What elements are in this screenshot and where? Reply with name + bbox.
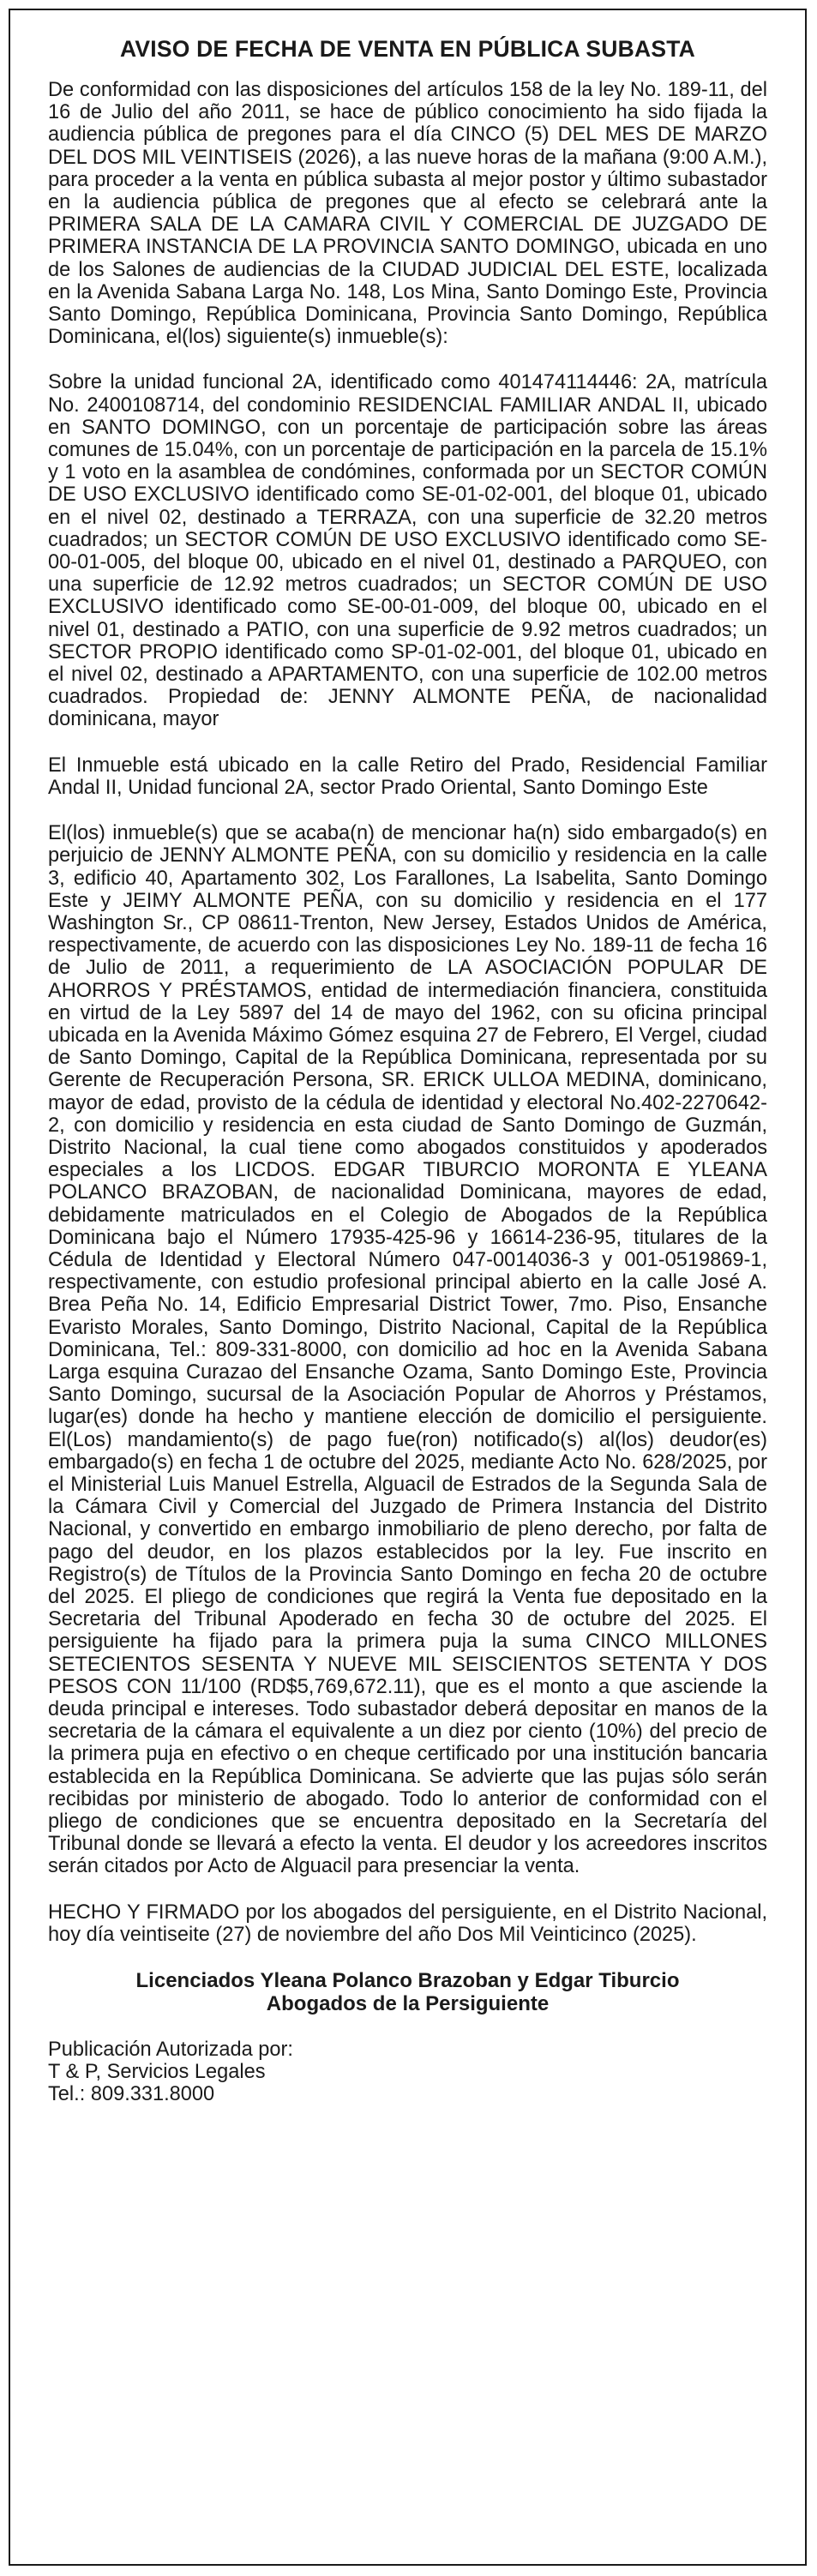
paragraph-seizure-details: El(los) inmueble(s) que se acaba(n) de mencionar ha(n) sido embargado(s) en perjuicio de JENNY ALMONTE PEÑA, con su domicilio y residencia en la calle 3, edificio 40, Apartamento 302, Los Farallones, La Isabelita, Santo Domingo Este y JEIMY ALMONTE PEÑA, con su domicilio y residencia en el 177 Washington Sr., CP 08611-Trenton, New Jersey, Estados Unidos de América, respectivamente, de acuerdo con las disposiciones Ley No. 189-11 de fecha 16 de Julio de 2011, a requerimiento de LA ASOCIACIÓN POPULAR DE AHORROS Y PRÉSTAMOS, entidad de intermediación financiera, constituida en virtud de la Ley 5897 del 14 de mayo del 1962, con su oficina principal ubicada en la Avenida Máximo Gómez esquina 27 de Febrero, El Vergel, ciudad de Santo Domingo, Capital de la República Dominicana, representada por su Gerente de Recuperación Persona, SR. ERICK ULLOA MEDINA, dominicano, mayor de edad, provisto de la cédula de identidad y electoral No.402-2270642-2, con domicilio y residencia en esta ciudad de Santo Domingo de Guzmán, Distrito Nacional, la cual tiene como abogados constituidos y apoderados especiales a los LICDOS. EDGAR TIBURCIO MORONTA E YLEANA POLANCO BRAZOBAN, de nacionalidad Dominicana, mayores de edad, debidamente matriculados en el Colegio de Abogados de la República Dominicana bajo el Número 17935-425-96 y 16614-236-95, titulares de la Cédula de Identidad y Electoral Número 047-0014036-3 y 001-0519869-1, respectivamente, con estudio profesional principal abierto en la calle José A. Brea Peña No. 14, Edificio Empresarial District Tower, 7mo. Piso, Ensanche Evaristo Morales, Santo Domingo, Distrito Nacional, Capital de la República Dominicana, Tel.: 809-331-8000, con domicilio ad hoc en la Avenida Sabana Larga esquina Curazao del Ensanche Ozama, Santo Domingo Este, Provincia Santo Domingo, sucursal de la Asociación Popular de Ahorros y Préstamos, lugar(es) donde ha hecho y mantiene elección de domicilio el persiguiente. El(Los) mandamiento(s) de pago fue(ron) notificado(s) al(los) deudor(es) embargado(s) en fecha 1 de octubre del 2025, mediante Acto No. 628/2025, por el Ministerial Luis Manuel Estrella, Alguacil de Estrados de la Segunda Sala de la Cámara Civil y Comercial del Juzgado de Primera Instancia del Distrito Nacional, y convertido en embargo inmobiliario de pleno derecho, por falta de pago del deudor, en los plazos establecidos por la ley. Fue inscrito en Registro(s) de Títulos de la Provincia Santo Domingo en fecha 20 de octubre del 2025. El pliego de condiciones que regirá la Venta fue depositado en la Secretaria del Tribunal Apoderado en fecha 30 de octubre del 2025. El persiguiente ha fijado para la primera puja la suma CINCO MILLONES SETECIENTOS SESENTA Y NUEVE MIL SEISCIENTOS SETENTA Y DOS PESOS CON 11/100 (RD$5,769,672.11), que es el monto a que asciende la deuda principal e intereses. Todo subastador deberá depositar en manos de la secretaria de la cámara el equivalente a un diez por ciento (10%) del precio de la primera puja en efectivo o en cheque certificado por una institución bancaria establecida en la República Dominicana. Se advierte que las pujas sólo serán recibidas por ministerio de abogado. Todo lo anterior de conformidad con el pliego de condiciones que se encuentra depositado en la Secretaría del Tribunal donde se llevará a efecto la venta. El deudor y los acreedores inscritos serán citados por Acto de Alguacil para presenciar la venta. [48, 822, 767, 1878]
attorneys-signature-block [48, 1969, 767, 2015]
notice-title: AVISO DE FECHA DE VENTA EN PÚBLICA SUBASTA [120, 36, 695, 62]
footer-phone: Tel.: 809.331.8000 [48, 2083, 215, 2106]
attorneys-names: Licenciados Yleana Polanco Brazoban y Edgar Tiburcio [135, 1969, 680, 1993]
paragraph-property-description: Sobre la unidad funcional 2A, identificado como 401474114446: 2A, matrícula No. 2400108714, del condominio RESIDENCIAL FAMILIAR ANDAL II, ubicado en SANTO DOMINGO, con un porcentaje de participación sobre las áreas comunes de 15.04%, con un porcentaje de participación en la parcela de 15.1% y 1 voto en la asamblea de condómines, conformada por un SECTOR COMÚN DE USO EXCLUSIVO identificado como SE-01-02-001, del bloque 01, ubicado en el nivel 02, destinado a TERRAZA, con una superficie de 32.20 metros cuadrados; un SECTOR COMÚN DE USO EXCLUSIVO identificado como SE-00-01-005, del bloque 00, ubicado en el nivel 01, destinado a PARQUEO, con una superficie de 12.92 metros cuadrados; un SECTOR COMÚN DE USO EXCLUSIVO identificado como SE-00-01-009, del bloque 00, ubicado en el nivel 01, destinado a PATIO, con una superficie de 9.92 metros cuadrados; un SECTOR PROPIO identificado como SP-01-02-001, del bloque 01, ubicado en el nivel 02, destinado a APARTAMENTO, con una superficie de 102.00 metros cuadrados. Propiedad de: JENNY ALMONTE PEÑA, de nacionalidad dominicana, mayor [48, 371, 767, 731]
paragraph-property-location: El Inmueble está ubicado en la calle Retiro del Prado, Residencial Familiar Andal II, Unidad funcional 2A, sector Prado Oriental, Santo Domingo Este [48, 754, 767, 799]
notice-frame [9, 9, 807, 2566]
footer-firm-name: T & P, Servicios Legales [48, 2061, 266, 2084]
paragraph-auction-date: De conformidad con las disposiciones del artículos 158 de la ley No. 189-11, del 16 de Julio del año 2011, se hace de público conocimiento ha sido fijada la audiencia pública de pregones para el día CINCO (5) DEL MES DE MARZO DEL DOS MIL VEINTISEIS (2026), a las nueve horas de la mañana (9:00 A.M.), para proceder a la venta en pública subasta al mejor postor y último subastador en la audiencia pública de pregones que al efecto se celebrará ante la PRIMERA SALA DE LA CAMARA CIVIL Y COMERCIAL DE JUZGADO DE PRIMERA INSTANCIA DE LA PROVINCIA SANTO DOMINGO, ubicada en uno de los Salones de audiencias de la CIUDAD JUDICIAL DEL ESTE, localizada en la Avenida Sabana Larga No. 148, Los Mina, Santo Domingo Este, Provincia Santo Domingo, República Dominicana, Provincia Santo Domingo, República Dominicana, el(los) siguiente(s) inmueble(s): [48, 79, 767, 349]
paragraph-signed: HECHO Y FIRMADO por los abogados del persiguiente, en el Distrito Nacional, hoy día veintiseite (27) de noviembre del año Dos Mil Veinticinco (2025). [48, 1900, 767, 1946]
attorneys-role: Abogados de la Persiguiente [266, 1992, 550, 2016]
publication-footer [48, 2039, 767, 2106]
footer-authorized-label: Publicación Autorizada por: [48, 2039, 293, 2062]
